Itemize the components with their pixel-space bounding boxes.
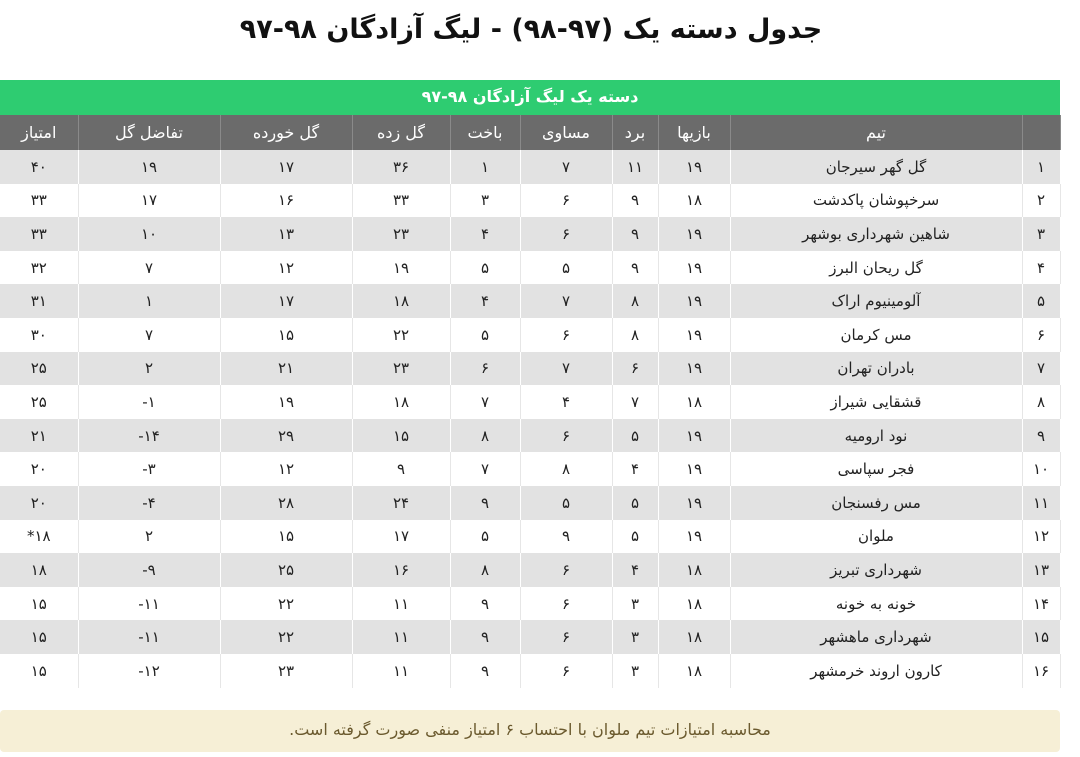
cell-goals-for: ۱۱	[352, 620, 450, 654]
cell-team: فجر سپاسی	[730, 452, 1022, 486]
header-team: تیم	[730, 115, 1022, 150]
table-row	[0, 184, 1060, 218]
cell-team: آلومینیوم اراک	[730, 284, 1022, 318]
cell-goal-diff: ۱۱-	[78, 620, 220, 654]
cell-rank: ۲	[1022, 184, 1060, 218]
header-won: برد	[612, 115, 658, 150]
cell-points: ۳۳	[0, 217, 78, 251]
cell-goals-against: ۲۸	[220, 486, 352, 520]
header-goal-diff: تفاضل گل	[78, 115, 220, 150]
cell-points: ۲۵	[0, 352, 78, 386]
cell-goals-against: ۲۲	[220, 620, 352, 654]
cell-points: ۳۱	[0, 284, 78, 318]
cell-played: ۱۸	[658, 587, 730, 621]
table-row	[0, 217, 1060, 251]
cell-drawn: ۶	[520, 318, 612, 352]
cell-drawn: ۵	[520, 486, 612, 520]
cell-points: ۱۸	[0, 553, 78, 587]
cell-goals-for: ۱۵	[352, 419, 450, 453]
cell-rank: ۸	[1022, 385, 1060, 419]
cell-points: ۲۰	[0, 452, 78, 486]
header-played: بازیها	[658, 115, 730, 150]
cell-points: ۴۰	[0, 150, 78, 184]
cell-points: ۲۰	[0, 486, 78, 520]
cell-won: ۹	[612, 251, 658, 285]
table-row	[0, 553, 1060, 587]
table-row	[0, 284, 1060, 318]
cell-goal-diff: ۱	[78, 284, 220, 318]
cell-goals-against: ۱۲	[220, 251, 352, 285]
cell-won: ۱۱	[612, 150, 658, 184]
cell-goals-for: ۳۶	[352, 150, 450, 184]
cell-goal-diff: ۱۴-	[78, 419, 220, 453]
cell-team: بادران تهران	[730, 352, 1022, 386]
cell-team: مس کرمان	[730, 318, 1022, 352]
cell-points: ۳۳	[0, 184, 78, 218]
header-rank	[1022, 115, 1060, 150]
cell-goal-diff: ۷	[78, 251, 220, 285]
cell-points: ۱۸*	[0, 520, 78, 554]
cell-drawn: ۷	[520, 150, 612, 184]
cell-lost: ۹	[450, 620, 520, 654]
cell-goals-against: ۲۳	[220, 654, 352, 688]
cell-goals-against: ۲۱	[220, 352, 352, 386]
cell-rank: ۷	[1022, 352, 1060, 386]
cell-goals-for: ۲۲	[352, 318, 450, 352]
cell-lost: ۸	[450, 419, 520, 453]
table-row	[0, 486, 1060, 520]
cell-rank: ۳	[1022, 217, 1060, 251]
cell-lost: ۴	[450, 284, 520, 318]
cell-goals-for: ۳۳	[352, 184, 450, 218]
cell-rank: ۱۰	[1022, 452, 1060, 486]
cell-team: مس رفسنجان	[730, 486, 1022, 520]
cell-points: ۱۵	[0, 587, 78, 621]
standings-table	[0, 115, 1061, 688]
cell-lost: ۴	[450, 217, 520, 251]
cell-goals-against: ۲۲	[220, 587, 352, 621]
cell-rank: ۱۵	[1022, 620, 1060, 654]
cell-won: ۵	[612, 486, 658, 520]
cell-played: ۱۹	[658, 419, 730, 453]
cell-goal-diff: ۱۲-	[78, 654, 220, 688]
cell-points: ۲۱	[0, 419, 78, 453]
cell-lost: ۷	[450, 385, 520, 419]
header-drawn: مساوی	[520, 115, 612, 150]
cell-won: ۷	[612, 385, 658, 419]
cell-drawn: ۶	[520, 654, 612, 688]
cell-won: ۳	[612, 587, 658, 621]
table-row	[0, 150, 1060, 184]
cell-lost: ۶	[450, 352, 520, 386]
cell-played: ۱۹	[658, 251, 730, 285]
cell-goals-against: ۱۳	[220, 217, 352, 251]
header-lost: باخت	[450, 115, 520, 150]
cell-team: نود ارومیه	[730, 419, 1022, 453]
table-row	[0, 318, 1060, 352]
table-row	[0, 419, 1060, 453]
table-row	[0, 620, 1060, 654]
cell-team: ملوان	[730, 520, 1022, 554]
cell-goal-diff: ۳-	[78, 452, 220, 486]
cell-drawn: ۶	[520, 620, 612, 654]
cell-played: ۱۹	[658, 150, 730, 184]
cell-won: ۴	[612, 553, 658, 587]
cell-team: شاهین شهرداری بوشهر	[730, 217, 1022, 251]
page-title: جدول دسته یک (۹۷-۹۸) - لیگ آزادگان ۹۸-۹۷	[239, 14, 823, 45]
cell-goal-diff: ۱۹	[78, 150, 220, 184]
cell-lost: ۹	[450, 587, 520, 621]
cell-won: ۳	[612, 620, 658, 654]
cell-rank: ۱۱	[1022, 486, 1060, 520]
cell-played: ۱۹	[658, 284, 730, 318]
header-goals-against: گل خورده	[220, 115, 352, 150]
cell-goals-against: ۱۲	[220, 452, 352, 486]
cell-rank: ۶	[1022, 318, 1060, 352]
cell-team: سرخپوشان پاکدشت	[730, 184, 1022, 218]
cell-points: ۳۲	[0, 251, 78, 285]
cell-played: ۱۸	[658, 620, 730, 654]
cell-goal-diff: ۴-	[78, 486, 220, 520]
cell-goals-against: ۲۵	[220, 553, 352, 587]
table-banner: دسته یک لیگ آزادگان ۹۸-۹۷	[0, 80, 1060, 115]
cell-goals-for: ۲۳	[352, 217, 450, 251]
cell-drawn: ۹	[520, 520, 612, 554]
cell-played: ۱۹	[658, 486, 730, 520]
cell-goals-for: ۲۴	[352, 486, 450, 520]
cell-rank: ۹	[1022, 419, 1060, 453]
cell-won: ۵	[612, 419, 658, 453]
cell-drawn: ۵	[520, 251, 612, 285]
cell-points: ۲۵	[0, 385, 78, 419]
cell-drawn: ۶	[520, 587, 612, 621]
table-row	[0, 251, 1060, 285]
cell-goals-for: ۱۶	[352, 553, 450, 587]
cell-goals-for: ۲۳	[352, 352, 450, 386]
cell-rank: ۵	[1022, 284, 1060, 318]
cell-rank: ۱۳	[1022, 553, 1060, 587]
cell-goals-against: ۱۷	[220, 150, 352, 184]
cell-drawn: ۷	[520, 352, 612, 386]
table-row	[0, 587, 1060, 621]
cell-lost: ۵	[450, 251, 520, 285]
cell-played: ۱۸	[658, 553, 730, 587]
cell-goals-against: ۲۹	[220, 419, 352, 453]
cell-played: ۱۹	[658, 520, 730, 554]
cell-goal-diff: ۲	[78, 352, 220, 386]
cell-won: ۹	[612, 217, 658, 251]
cell-drawn: ۶	[520, 419, 612, 453]
cell-lost: ۹	[450, 654, 520, 688]
cell-goals-for: ۱۸	[352, 385, 450, 419]
cell-points: ۳۰	[0, 318, 78, 352]
cell-goals-for: ۱۱	[352, 587, 450, 621]
cell-drawn: ۶	[520, 553, 612, 587]
cell-won: ۵	[612, 520, 658, 554]
cell-team: خونه به خونه	[730, 587, 1022, 621]
cell-lost: ۵	[450, 520, 520, 554]
cell-played: ۱۹	[658, 217, 730, 251]
cell-goals-for: ۱۸	[352, 284, 450, 318]
cell-goal-diff: ۱۷	[78, 184, 220, 218]
table-row	[0, 654, 1060, 688]
cell-played: ۱۸	[658, 385, 730, 419]
cell-played: ۱۹	[658, 352, 730, 386]
cell-rank: ۱	[1022, 150, 1060, 184]
cell-rank: ۴	[1022, 251, 1060, 285]
cell-goals-against: ۱۷	[220, 284, 352, 318]
cell-rank: ۱۲	[1022, 520, 1060, 554]
cell-goal-diff: ۱۱-	[78, 587, 220, 621]
cell-drawn: ۷	[520, 284, 612, 318]
cell-rank: ۱۴	[1022, 587, 1060, 621]
header-row	[0, 115, 1060, 150]
cell-goal-diff: ۷	[78, 318, 220, 352]
cell-won: ۸	[612, 318, 658, 352]
cell-played: ۱۹	[658, 452, 730, 486]
cell-drawn: ۶	[520, 217, 612, 251]
table-row	[0, 352, 1060, 386]
cell-drawn: ۸	[520, 452, 612, 486]
cell-goal-diff: ۹-	[78, 553, 220, 587]
table-row	[0, 385, 1060, 419]
cell-lost: ۵	[450, 318, 520, 352]
cell-won: ۹	[612, 184, 658, 218]
cell-won: ۸	[612, 284, 658, 318]
cell-team: قشقایی شیراز	[730, 385, 1022, 419]
cell-won: ۴	[612, 452, 658, 486]
cell-team: شهرداری تبریز	[730, 553, 1022, 587]
cell-points: ۱۵	[0, 654, 78, 688]
cell-points: ۱۵	[0, 620, 78, 654]
table-row	[0, 520, 1060, 554]
cell-goals-for: ۱۹	[352, 251, 450, 285]
cell-lost: ۸	[450, 553, 520, 587]
cell-played: ۱۸	[658, 654, 730, 688]
header-goals-for: گل زده	[352, 115, 450, 150]
cell-lost: ۱	[450, 150, 520, 184]
header-points: امتیاز	[0, 115, 78, 150]
cell-goals-for: ۱۷	[352, 520, 450, 554]
cell-rank: ۱۶	[1022, 654, 1060, 688]
cell-won: ۳	[612, 654, 658, 688]
cell-played: ۱۹	[658, 318, 730, 352]
cell-lost: ۷	[450, 452, 520, 486]
table-row	[0, 452, 1060, 486]
cell-team: کارون اروند خرمشهر	[730, 654, 1022, 688]
cell-goal-diff: ۲	[78, 520, 220, 554]
cell-drawn: ۴	[520, 385, 612, 419]
cell-goals-for: ۱۱	[352, 654, 450, 688]
cell-drawn: ۶	[520, 184, 612, 218]
cell-team: شهرداری ماهشهر	[730, 620, 1022, 654]
cell-goal-diff: ۱۰	[78, 217, 220, 251]
cell-lost: ۳	[450, 184, 520, 218]
cell-goal-diff: ۱-	[78, 385, 220, 419]
cell-played: ۱۸	[658, 184, 730, 218]
cell-team: گل گهر سیرجان	[730, 150, 1022, 184]
cell-goals-against: ۱۵	[220, 318, 352, 352]
cell-team: گل ریحان البرز	[730, 251, 1022, 285]
cell-goals-against: ۱۶	[220, 184, 352, 218]
cell-lost: ۹	[450, 486, 520, 520]
footnote: محاسبه امتیازات تیم ملوان با احتساب ۶ امتیاز منفی صورت گرفته است.	[0, 710, 1060, 752]
cell-goals-against: ۱۵	[220, 520, 352, 554]
cell-goals-for: ۹	[352, 452, 450, 486]
cell-won: ۶	[612, 352, 658, 386]
cell-goals-against: ۱۹	[220, 385, 352, 419]
